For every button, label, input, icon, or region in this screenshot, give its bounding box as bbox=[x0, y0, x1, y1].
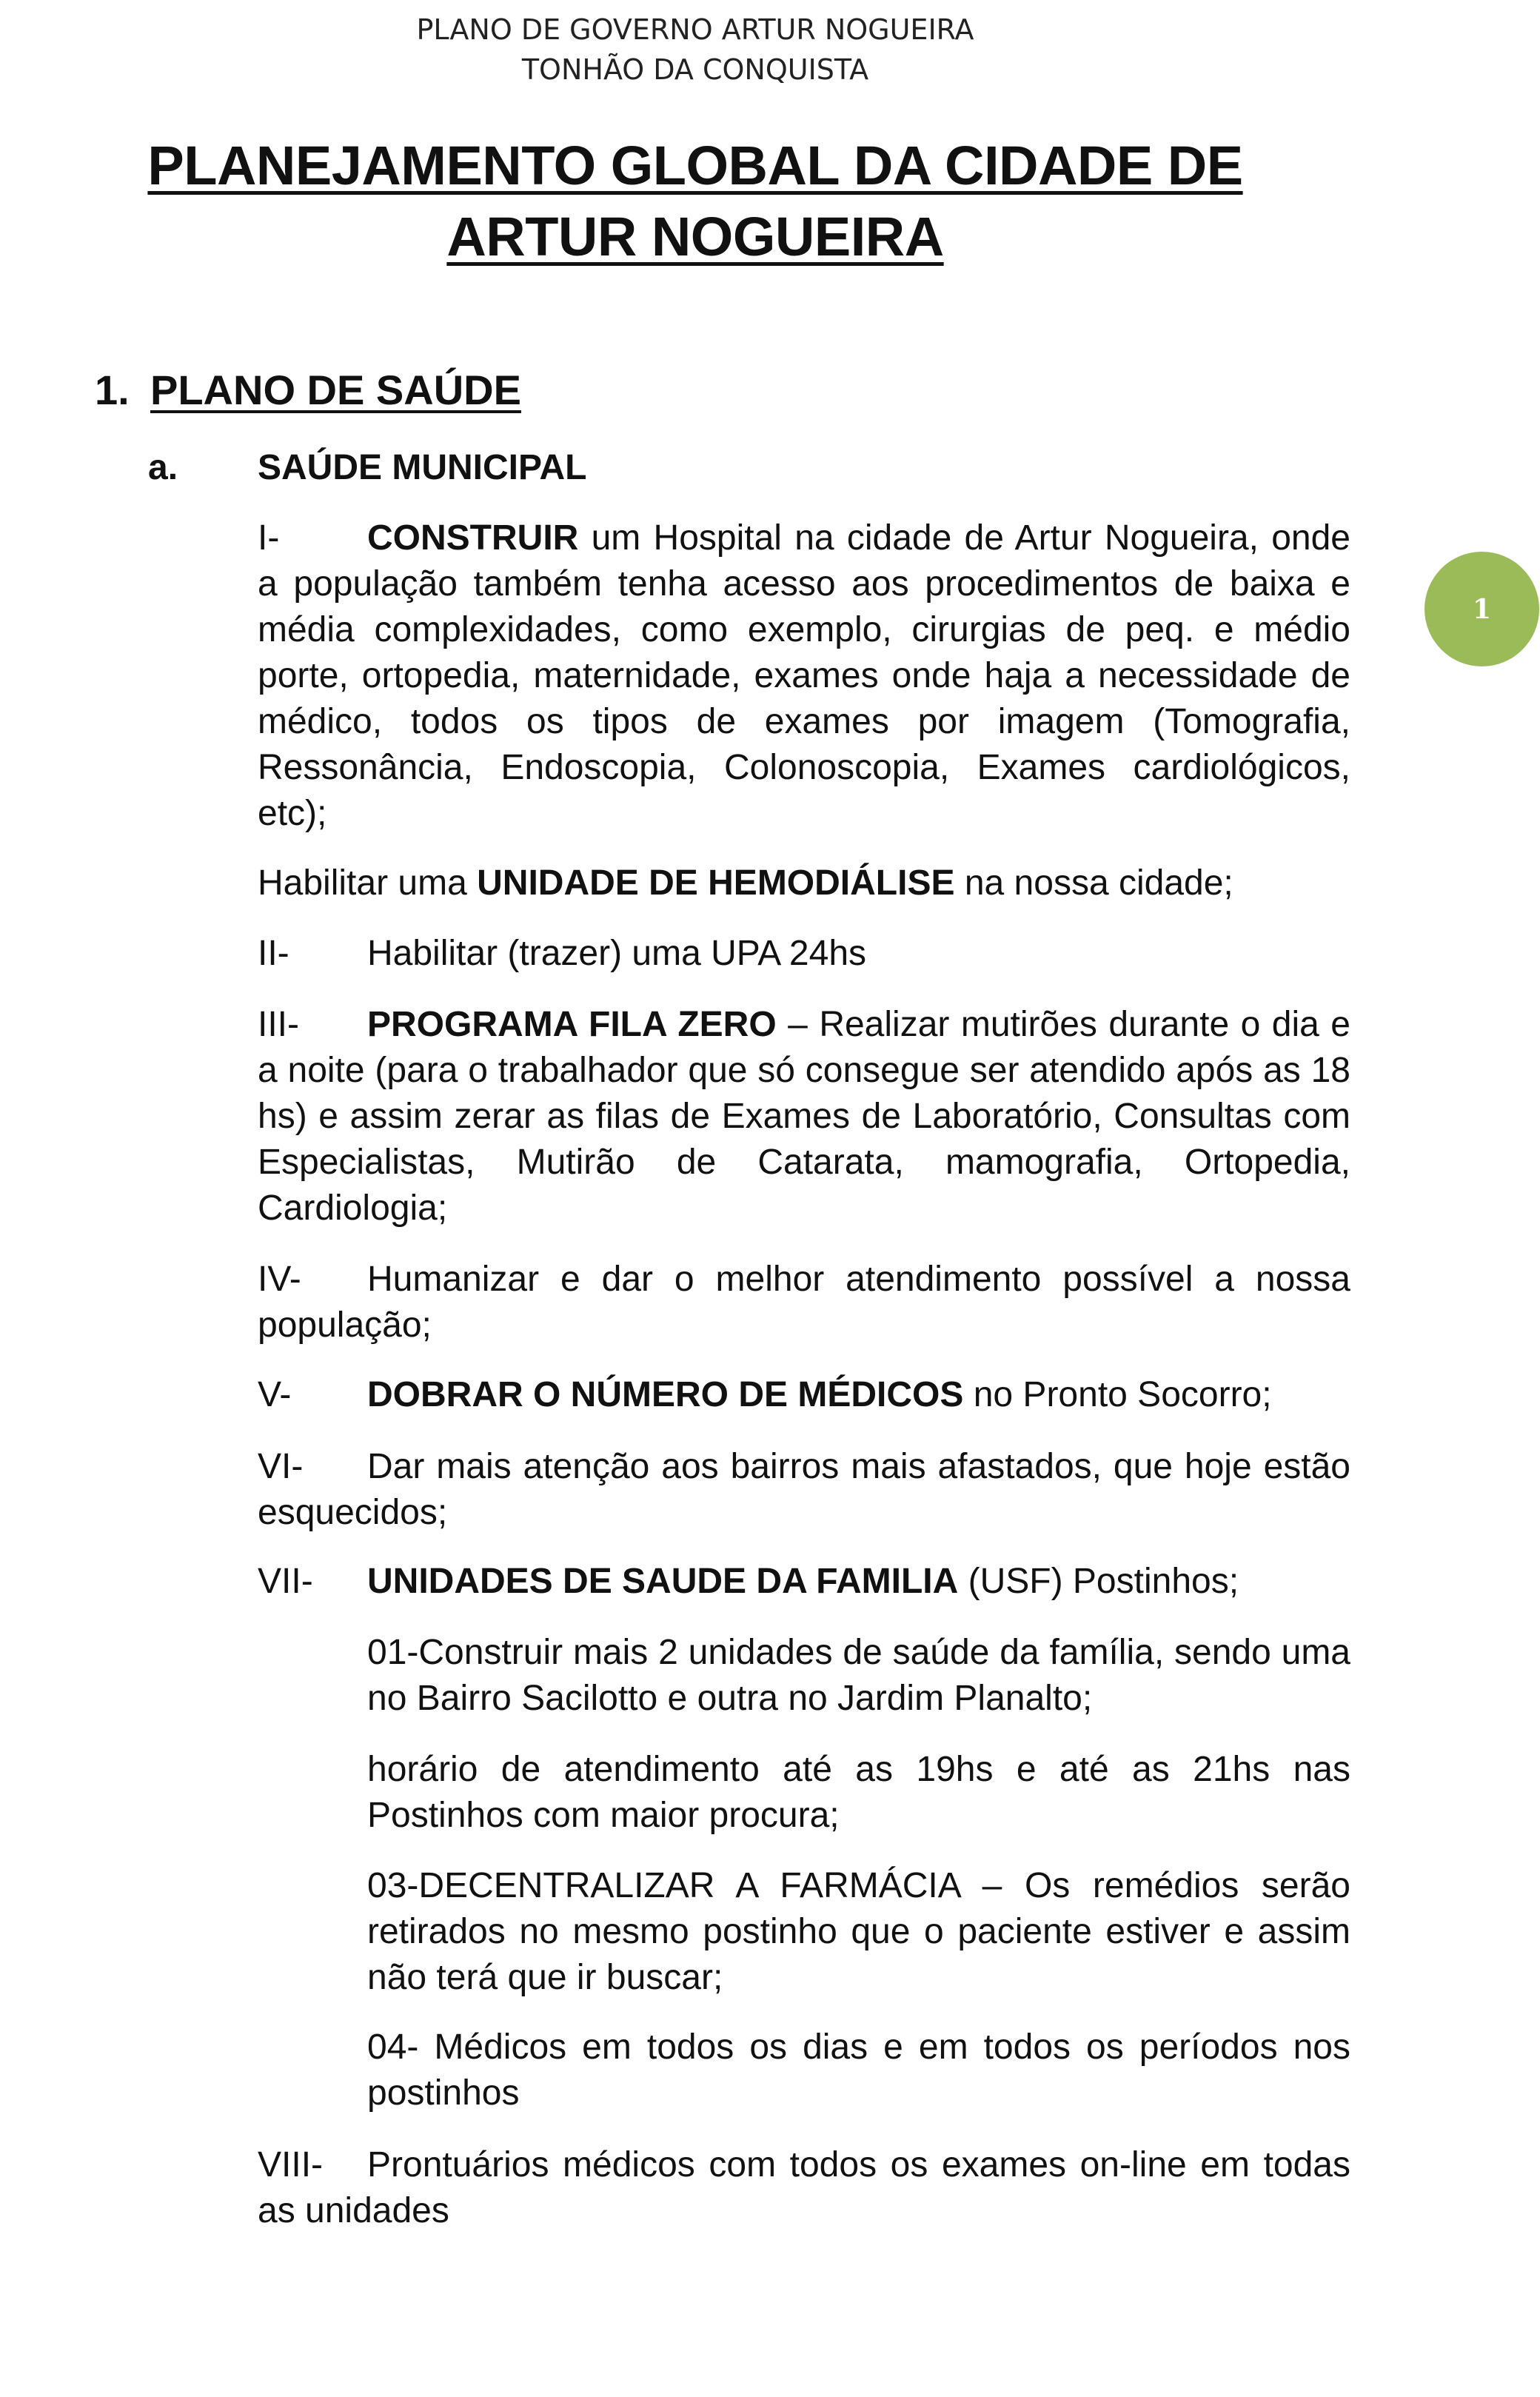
section-title: PLANO DE SAÚDE bbox=[150, 367, 521, 413]
item-vii-02: horário de atendimento até as 19hs e até as 21hs nas Postinhos com maior procura; bbox=[367, 1750, 1350, 1835]
item-vi: VI- Dar mais atenção aos bairros mais afastados, que hoje estão esquecidos; bbox=[258, 1447, 1350, 1532]
page-title-line-1: PLANEJAMENTO GLOBAL DA CIDADE DE bbox=[147, 135, 1243, 196]
item-vii-04: 04- Médicos em todos os dias e em todos os períodos nos postinhos bbox=[367, 2027, 1350, 2113]
page-title-line-2: ARTUR NOGUEIRA bbox=[446, 206, 944, 267]
item-viii: VIII- Prontuários médicos com todos os exames on-line em todas as unidades bbox=[258, 2145, 1350, 2230]
subsection-title: SAÚDE MUNICIPAL bbox=[258, 448, 587, 487]
item-iv: IV- Humanizar e dar o melhor atendimento possível a nossa população; bbox=[258, 1260, 1350, 1345]
item-v: V- DOBRAR O NÚMERO DE MÉDICOS no Pronto Socorro; bbox=[258, 1375, 1272, 1414]
subsection-letter: a. bbox=[148, 448, 178, 487]
item-vii-03: 03-DECENTRALIZAR A FARMÁCIA – Os remédios serão retirados no mesmo postinho que o paciente estiver e assim não terá que ir buscar; bbox=[367, 1866, 1350, 1997]
section-number: 1. bbox=[95, 367, 130, 413]
header-line-1: PLANO DE GOVERNO ARTUR NOGUEIRA bbox=[416, 13, 974, 46]
item-vii: VII- UNIDADES DE SAUDE DA FAMILIA (USF) Postinhos; bbox=[258, 1562, 1239, 1601]
page-number-badge: 1 bbox=[1424, 552, 1539, 666]
header-line-2: TONHÃO DA CONQUISTA bbox=[521, 53, 869, 86]
item-hemodialise: Habilitar uma UNIDADE DE HEMODIÁLISE na nossa cidade; bbox=[258, 863, 1233, 903]
item-i: I- CONSTRUIR um Hospital na cidade de Artur Nogueira, onde a população também tenha acesso aos procedimentos de baixa e média complexidades, como exemplo, cirurgias de peq. e médio porte, ortopedia, maternidade, exames onde haja a necessidade de médico, todos os tipos de exames por imagem (Tomografia, Ressonância, Endoscopia, Colonoscopia, Exames cardiológicos, etc); bbox=[258, 518, 1350, 833]
item-vii-01: 01-Construir mais 2 unidades de saúde da família, sendo uma no Bairro Sacilotto e outra no Jardim Planalto; bbox=[367, 1633, 1350, 1718]
item-ii: II- Habilitar (trazer) uma UPA 24hs bbox=[258, 934, 867, 973]
item-iii: III- PROGRAMA FILA ZERO – Realizar mutirões durante o dia e a noite (para o trabalhador que só consegue ser atendido após as 18 hs) e assim zerar as filas de Exames de Laboratório, Consultas com Especialistas, Mutirão de Catarata, mamografia, Ortopedia, Cardiologia; bbox=[258, 1005, 1351, 1228]
